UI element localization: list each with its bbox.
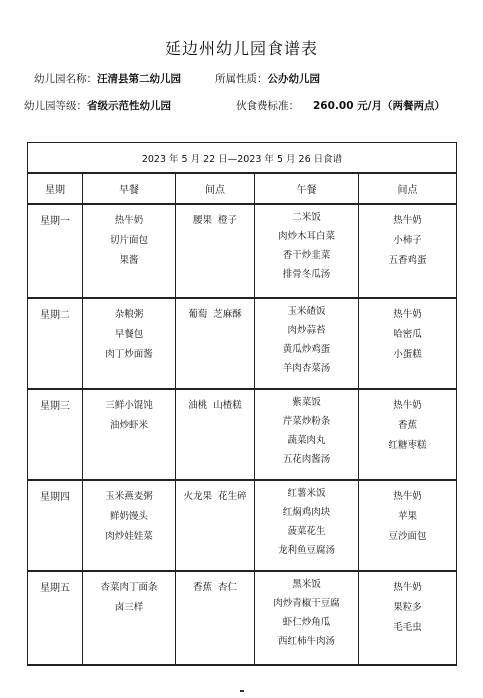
- header-weekday: 星期: [28, 173, 83, 204]
- ownership-nature-value: 公办幼儿园: [267, 73, 320, 85]
- lunch-cell-list: [255, 481, 358, 560]
- list-item: 鲜奶馒头: [109, 511, 148, 522]
- snack-morning-text: 葡萄 芝麻酥: [188, 309, 242, 320]
- list-item: 肉炒娃娃菜: [105, 531, 153, 542]
- list-item: 小柿子: [393, 235, 422, 246]
- snack-morning-cell: [176, 204, 255, 298]
- lunch-cell: [255, 389, 359, 480]
- snack-afternoon-cell-list: [359, 205, 456, 271]
- lunch-cell: [255, 204, 359, 298]
- snack-afternoon-cell-list: [359, 481, 456, 547]
- lunch-cell: [255, 571, 359, 665]
- meal-fee: [236, 98, 445, 113]
- snack-morning-text: 火龙果 花生碎: [183, 491, 247, 502]
- list-item: 红薯米饭: [287, 488, 326, 499]
- header-snack-morning: 间点: [176, 173, 255, 204]
- snack-afternoon-cell: [359, 571, 457, 665]
- list-item: 早餐包: [114, 329, 144, 340]
- list-item: 五花肉酱汤: [282, 454, 331, 465]
- table-row: [28, 389, 457, 480]
- list-item: 三鲜小馄饨: [105, 400, 153, 411]
- header-breakfast: 早餐: [83, 173, 176, 204]
- weekday-cell: 星期一: [28, 204, 83, 298]
- list-item: 虾仁炒角瓜: [282, 617, 331, 628]
- list-item: 卤三样: [114, 602, 144, 613]
- breakfast-cell-list: [83, 390, 175, 436]
- list-item: 龙利鱼豆腐汤: [277, 545, 335, 556]
- list-item: 香干炒韭菜: [282, 250, 331, 261]
- list-item: 羊肉杏菜汤: [282, 363, 331, 374]
- list-item: 哈密瓜: [393, 329, 422, 340]
- list-item: 热牛奶: [393, 491, 422, 502]
- date-range: 2023 年 5 月 22 日—2023 年 5 月 26 日食谱: [28, 143, 457, 174]
- kindergarten-name-value: 汪清县第二幼儿园: [97, 73, 181, 85]
- list-item: 肉炒木耳白菜: [277, 231, 335, 242]
- breakfast-cell-list: [83, 572, 175, 618]
- list-item: 油炒虾米: [109, 420, 148, 431]
- breakfast-cell: [83, 480, 176, 571]
- kindergarten-grade: [24, 98, 171, 113]
- list-item: 热牛奶: [393, 215, 422, 226]
- list-item: 西红柿牛肉汤: [277, 636, 335, 647]
- list-item: 热牛奶: [393, 400, 422, 411]
- page-mark: [240, 690, 244, 692]
- list-item: 排骨冬瓜汤: [282, 269, 331, 280]
- snack-morning-cell: [176, 389, 255, 480]
- list-item: 杏菜肉丁面条: [100, 582, 158, 593]
- snack-afternoon-cell: [359, 389, 457, 480]
- list-item: 紫菜饭: [292, 397, 321, 408]
- snack-afternoon-cell: [359, 480, 457, 571]
- list-item: 蔬菜肉丸: [287, 435, 326, 446]
- list-item: 菠菜花生: [287, 526, 326, 537]
- snack-morning-cell: [176, 480, 255, 571]
- lunch-cell: [255, 298, 359, 389]
- weekday-cell: 星期五: [28, 571, 83, 665]
- snack-afternoon-cell: [359, 204, 457, 298]
- breakfast-cell: [83, 571, 176, 665]
- list-item: 二米饭: [292, 212, 321, 223]
- breakfast-cell: [83, 298, 176, 389]
- list-item: 香蕉: [397, 420, 417, 431]
- lunch-cell-list: [255, 390, 358, 469]
- list-item: 黄瓜炒鸡蛋: [282, 344, 331, 355]
- ownership-nature: [215, 71, 320, 86]
- lunch-cell-list: [255, 205, 358, 284]
- table-row: [28, 571, 457, 665]
- snack-morning-cell: [176, 298, 255, 389]
- header-lunch: 午餐: [255, 173, 359, 204]
- breakfast-cell-list: [83, 205, 175, 271]
- snack-morning-text: 腰果 橙子: [192, 215, 238, 226]
- kindergarten-grade-value: 省级示范性幼儿园: [87, 100, 171, 112]
- snack-afternoon-cell: [359, 298, 457, 389]
- list-item: 红糖枣糕: [388, 440, 427, 451]
- page-title: 延边州幼儿园食谱表: [164, 39, 318, 58]
- snack-morning-cell: [176, 571, 255, 665]
- snack-afternoon-cell-list: [359, 299, 456, 365]
- list-item: 小蛋糕: [393, 349, 422, 360]
- snack-morning-text: 油桃 山楂糕: [188, 400, 242, 411]
- list-item: 杂粮粥: [114, 309, 144, 320]
- list-item: 肉丁炒面酱: [105, 349, 153, 360]
- weekday-cell: 星期二: [28, 298, 83, 389]
- breakfast-cell-list: [83, 481, 175, 547]
- breakfast-cell: [83, 204, 176, 298]
- snack-afternoon-cell-list: [359, 572, 456, 638]
- snack-afternoon-cell-list: [359, 390, 456, 456]
- breakfast-cell: [83, 389, 176, 480]
- list-item: 五香鸡蛋: [388, 255, 427, 266]
- lunch-cell: [255, 480, 359, 571]
- list-item: 豆沙面包: [388, 531, 427, 542]
- meal-fee-label: 伙食费标准：: [236, 100, 299, 112]
- list-item: 热牛奶: [393, 309, 422, 320]
- snack-morning-text: 香蕉 杏仁: [192, 582, 238, 593]
- list-item: 热牛奶: [393, 582, 422, 593]
- list-item: 芹菜炒粉条: [282, 416, 331, 427]
- table-row: [28, 204, 457, 298]
- list-item: 果粒多: [393, 602, 422, 613]
- list-item: 切片面包: [109, 235, 148, 246]
- table-row: [28, 480, 457, 571]
- weekday-cell: 星期四: [28, 480, 83, 571]
- list-item: 黑米饭: [292, 579, 321, 590]
- meal-fee-value: 260.00 元/月（两餐两点）: [313, 100, 446, 112]
- weekly-menu-table: [27, 142, 457, 666]
- list-item: 玉米碴饭: [287, 306, 326, 317]
- kindergarten-name: [34, 71, 181, 86]
- ownership-nature-label: 所属性质：: [215, 73, 268, 85]
- list-item: 肉炒蒜苔: [287, 325, 326, 336]
- list-item: 玉米燕麦粥: [105, 491, 153, 502]
- list-item: 毛毛虫: [393, 622, 422, 633]
- kindergarten-grade-label: 幼儿园等级：: [24, 100, 87, 112]
- lunch-cell-list: [255, 299, 358, 378]
- list-item: 热牛奶: [114, 215, 144, 226]
- list-item: 果酱: [119, 255, 139, 266]
- weekday-cell: 星期三: [28, 389, 83, 480]
- header-snack-afternoon: 间点: [359, 173, 457, 204]
- list-item: 苹果: [397, 511, 417, 522]
- list-item: 肉炒青椒干豆腐: [273, 598, 340, 609]
- kindergarten-name-label: 幼儿园名称：: [34, 73, 97, 85]
- table-row: [28, 298, 457, 389]
- lunch-cell-list: [255, 572, 358, 651]
- breakfast-cell-list: [83, 299, 175, 365]
- list-item: 红焖鸡肉块: [282, 507, 331, 518]
